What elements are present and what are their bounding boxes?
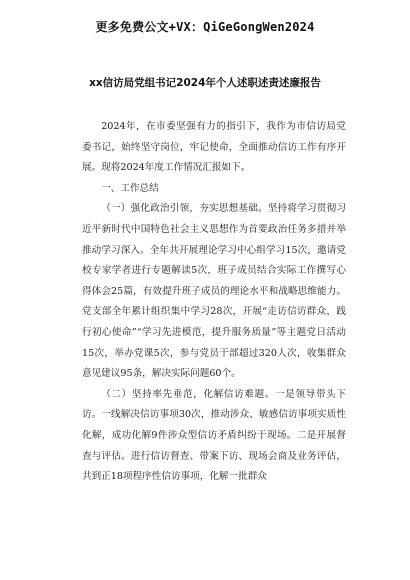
document-title: xx信访局党组书记2024年个人述职述责述廉报告 [89,77,321,89]
watermark-header: 更多免费公文+VX：QiGeGongWen2024 [95,20,315,34]
paragraph-political-guidance: （一）强化政治引领，夯实思想基础。坚持将学习贯彻习近平新时代中国特色社会主义思想作为首要政治任务多措并举推动学习深入。全年共开展理论学习中心组学习15次，邀请党校专家学者进行专题解读5次，班子成员结合实际工作撰写心得体会25篇，有效提升班子成员的理论水平和战略思维能力。党支部全年累计组织集中学习28次，开展“走访信访群众，践行初心使命”“学习先进模范，提升服务质量”等主题党日活动15次，举办党课5次，参与党员干部超过320人次，收集群众意见建议95条，解决实际问题60个。 [82,203,346,380]
document-body [82,117,346,488]
paragraph-intro: 2024年，在市委坚强有力的指引下，我作为市信访局党委书记，始终坚守岗位，牢记使命，全面推动信访工作有序开展。现将2024年度工作情况汇报如下。 [82,121,346,174]
paragraph-leading-by-example: （二）坚持率先垂范，化解信访难题。一是领导带头下访。一线解决信访事项30次，推动涉众、敏感信访事项实质性化解，成功化解9件涉众型信访矛盾纠纷于现场。二是开展督查与评估。进行信访督查、带案下访、现场会商及业务评估，共到正18项程序性信访事项，化解一批群众 [82,388,346,483]
section-heading-work-summary: 一、工作总结 [101,182,159,194]
